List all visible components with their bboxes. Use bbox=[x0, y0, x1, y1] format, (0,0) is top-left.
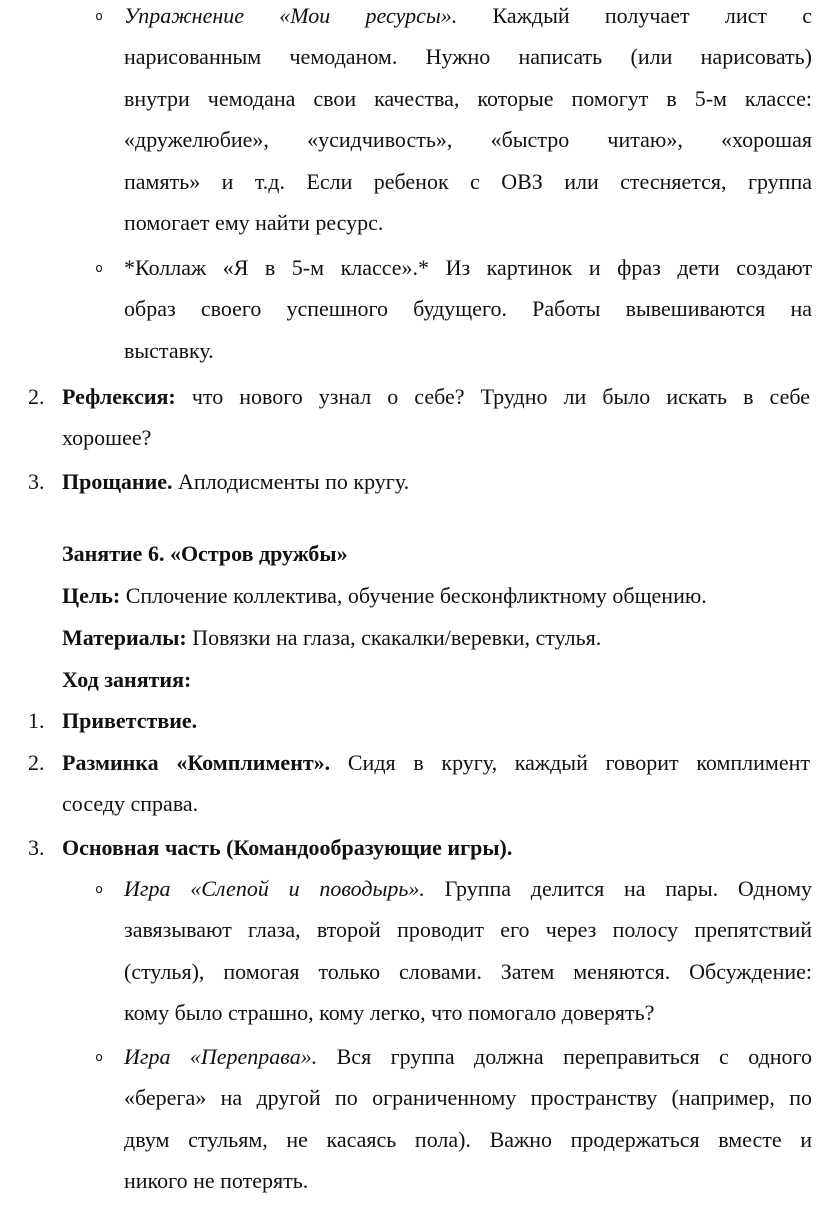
exercise-title: Упражнение «Мои ресурсы». bbox=[124, 3, 458, 28]
circle-bullet-icon: o bbox=[95, 882, 103, 896]
list-item-game-crossing: o Игра «Переправа». Вся группа должна переправиться с одного «берега» на другой по ограниченному пространству (например, по двум стульям, не касаясь пола). Важно продержаться вместе и никого не потерять. bbox=[124, 1036, 812, 1202]
farewell-item: 3. Прощание. Аплодисменты по кругу. bbox=[62, 461, 409, 502]
materials-line: Материалы: Повязки на глаза, скакалки/веревки, стулья. bbox=[62, 625, 602, 650]
farewell-label: Прощание. bbox=[62, 469, 173, 494]
circle-bullet-icon: o bbox=[95, 1050, 103, 1064]
materials-label: Материалы: bbox=[62, 625, 187, 650]
list-item-collage: o *Коллаж «Я в 5-м классе».* Из картинок и фраз дети создают образ своего успешного будущего. Работы вывешиваются на выставку. bbox=[124, 247, 812, 371]
reflection-item: 2. Рефлексия: что нового узнал о себе? Трудно ли было искать в себе хорошее? bbox=[62, 376, 810, 459]
list-item-resources: o Упражнение «Мои ресурсы». Каждый получает лист с нарисованным чемоданом. Нужно написать (или нарисовать) внутри чемодана свои качества, которые помогут в 5-м классе: «дружелюбие», «усидчивость», «быстро читаю», «хорошая память» и т.д. Если ребенок с ОВЗ или стесняется, группа помогает ему найти ресурс. bbox=[124, 0, 812, 243]
circle-bullet-icon: o bbox=[95, 261, 103, 275]
list-number: 2. bbox=[28, 750, 45, 775]
game-title: Игра «Переправа». bbox=[124, 1044, 318, 1069]
course-heading: Ход занятия: bbox=[62, 667, 192, 692]
list-number: 2. bbox=[28, 384, 45, 409]
goal-line: Цель: Сплочение коллектива, обучение бесконфликтному общению. bbox=[62, 583, 707, 608]
list-item-game-blind: o Игра «Слепой и поводырь». Группа делится на пары. Одному завязывают глаза, второй проводит его через полосу препятствий (стулья), помогая только словами. Затем меняются. Обсуждение: кому было страшно, кому легко, что помогало доверять? bbox=[124, 868, 812, 1034]
step-compliment: 2. Разминка «Комплимент». Сидя в кругу, каждый говорит комплимент соседу справа. bbox=[62, 742, 810, 825]
lesson-heading: Занятие 6. «Остров дружбы» bbox=[62, 541, 348, 566]
list-number: 1. bbox=[28, 708, 45, 733]
circle-bullet-icon: o bbox=[95, 9, 103, 23]
step-main-part: 3. Основная часть (Командообразующие игры). bbox=[62, 827, 512, 868]
list-number: 3. bbox=[28, 835, 45, 860]
reflection-label: Рефлексия: bbox=[62, 384, 176, 409]
step-greeting: 1. Приветствие. bbox=[62, 700, 197, 741]
game-title: Игра «Слепой и поводырь». bbox=[124, 876, 425, 901]
list-number: 3. bbox=[28, 469, 45, 494]
goal-label: Цель: bbox=[62, 583, 121, 608]
